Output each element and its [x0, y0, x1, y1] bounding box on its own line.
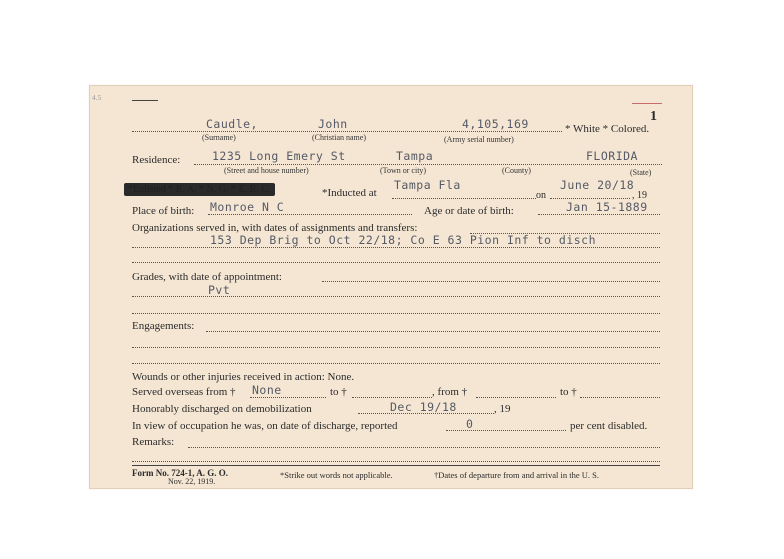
overseas-to-label-1: to † [330, 386, 347, 398]
form-date: Nov. 22, 1919. [168, 477, 216, 486]
town-value: Tampa [396, 149, 434, 163]
redacted-enlistment-text: *Enlisted * R. A. * N. G. * E. R. C. [124, 183, 275, 196]
form-number: Form No. 724-1, A. G. O. [132, 468, 228, 478]
grades-line-3 [132, 313, 660, 314]
overseas-to-label-2: to † [560, 386, 577, 398]
discharge-date-value: Dec 19/18 [390, 400, 457, 414]
overseas-to-line-1 [352, 397, 432, 398]
inducted-place-value: Tampa Fla [394, 178, 461, 192]
inducted-date-line [550, 198, 630, 199]
on-label: on [536, 190, 546, 201]
serial-number-value: 4,105,169 [462, 117, 529, 131]
birthplace-label: Place of birth: [132, 205, 195, 217]
inducted-label: *Inducted at [322, 187, 377, 199]
strike-note: *Strike out words not applicable. [280, 470, 393, 480]
inducted-date-value: June 20/18 [560, 178, 635, 192]
organizations-value: 153 Dep Brig to Oct 22/18; Co E 63 Pion Inf to disch [210, 233, 597, 247]
grades-line-2 [132, 296, 660, 297]
disability-suffix: per cent disabled. [570, 420, 648, 432]
top-left-rule [132, 100, 158, 101]
organizations-line-2 [132, 247, 660, 248]
engagements-line-1 [206, 331, 660, 332]
street-label: (Street and house number) [224, 166, 309, 175]
christian-name-label: (Christian name) [312, 133, 366, 142]
birthdate-line [538, 214, 660, 215]
overseas-from-line [250, 397, 326, 398]
inducted-place-line [392, 198, 536, 199]
inducted-year-prefix: , 19 [632, 190, 647, 201]
disability-value: 0 [466, 417, 474, 431]
overseas-to-line-2 [580, 397, 660, 398]
discharge-date-line [358, 413, 494, 414]
surname-label: (Surname) [202, 133, 236, 142]
town-label: (Town or city) [380, 166, 427, 175]
overseas-from-line-2 [476, 397, 556, 398]
engagements-line-2 [132, 347, 660, 348]
race-marks: * White * Colored. [565, 123, 650, 135]
remarks-line-2 [132, 461, 660, 462]
overseas-value: None [252, 383, 282, 397]
birthdate-value: Jan 15-1889 [566, 200, 648, 214]
state-value: FLORIDA [586, 149, 638, 163]
serial-number-label: (Army serial number) [444, 135, 514, 144]
footer-rule [132, 465, 660, 466]
grades-label: Grades, with date of appointment: [132, 271, 282, 283]
name-line [132, 131, 562, 132]
organizations-line-3 [132, 262, 660, 263]
street-value: 1235 Long Emery St [212, 149, 346, 163]
state-label: (State) [630, 168, 652, 177]
dates-note: †Dates of departure from and arrival in the U. S. [434, 470, 599, 480]
residence-label: Residence: [132, 154, 181, 166]
card-number: 1 [650, 109, 657, 124]
surname-value: Caudle, [206, 117, 258, 131]
disability-label: In view of occupation he was, on date of discharge, reported [132, 420, 398, 432]
top-right-rule [632, 103, 662, 104]
overseas-from-label: , from † [432, 386, 468, 398]
christian-name-value: John [318, 117, 348, 131]
discharge-year: , 19 [494, 403, 511, 415]
engagements-line-3 [132, 363, 660, 364]
county-label: (County) [502, 166, 531, 175]
overseas-label: Served overseas from † [132, 386, 236, 398]
birthdate-label: Age or date of birth: [424, 205, 514, 217]
wounds-text: Wounds or other injuries received in action: None. [132, 371, 355, 383]
birthplace-value: Monroe N C [210, 200, 285, 214]
residence-line [194, 164, 662, 165]
engagements-label: Engagements: [132, 320, 195, 332]
service-record-card [89, 85, 693, 489]
organizations-label: Organizations served in, with dates of assignments and transfers: [132, 222, 418, 234]
discharge-label: Honorably discharged on demobilization [132, 403, 312, 415]
grades-line-1 [322, 281, 660, 282]
remarks-label: Remarks: [132, 436, 175, 448]
corner-mark: 4.5 [92, 93, 102, 102]
disability-line [446, 430, 566, 431]
birthplace-line [208, 214, 412, 215]
remarks-line-1 [188, 447, 660, 448]
grades-value: Pvt [208, 283, 231, 297]
